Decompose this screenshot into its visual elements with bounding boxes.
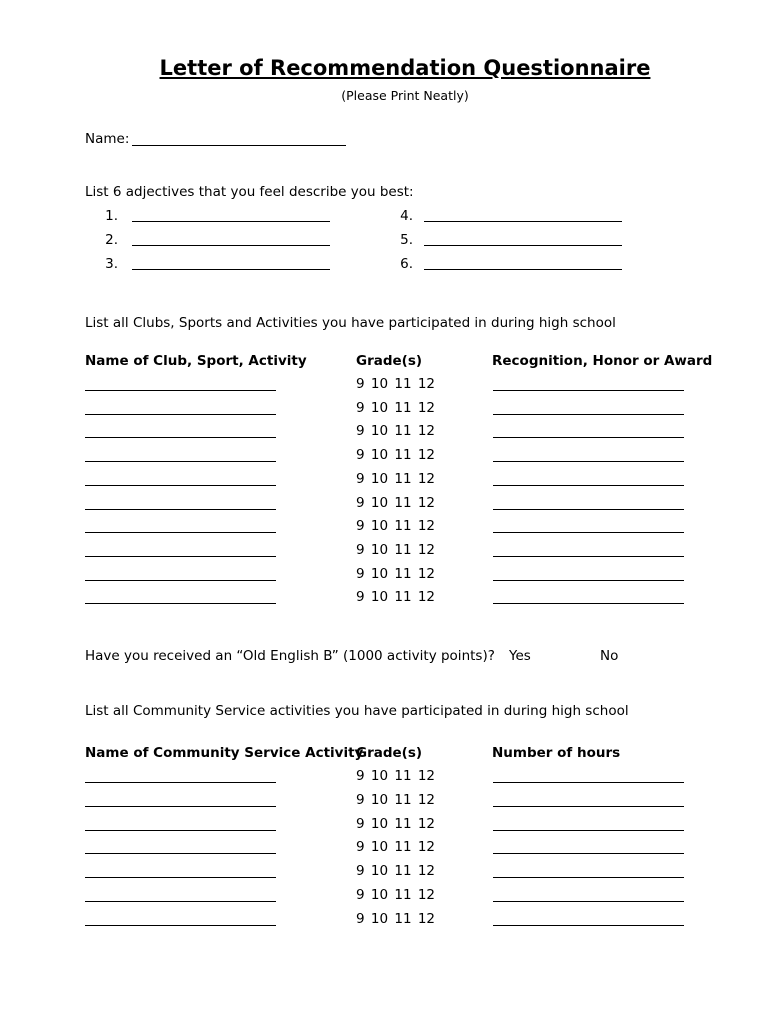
activity-grade-options[interactable]: 9 10 11 12 [356, 376, 435, 392]
no-option[interactable]: No [600, 648, 619, 664]
community-detail-field[interactable] [493, 925, 684, 926]
community-grade-options[interactable]: 9 10 11 12 [356, 768, 435, 784]
community-name-field[interactable] [85, 877, 276, 878]
community-detail-field[interactable] [493, 877, 684, 878]
adjective-field-5[interactable] [424, 245, 622, 246]
community-detail-field[interactable] [493, 901, 684, 902]
adjective-field-6[interactable] [424, 269, 622, 270]
community-col-hours: Number of hours [492, 745, 621, 761]
activity-grade-options[interactable]: 9 10 11 12 [356, 518, 435, 535]
page-title: Letter of Recommendation Questionnaire [159, 56, 651, 80]
community-name-field[interactable] [85, 806, 276, 807]
community-grade-options[interactable]: 9 10 11 12 [356, 815, 435, 832]
adjectives-prompt: List 6 adjectives that you feel describe you best: [85, 184, 414, 200]
name-label: Name: [85, 131, 130, 147]
community-col-name: Name of Community Service Activity [85, 745, 364, 761]
community-detail-field[interactable] [493, 830, 684, 831]
adjective-field-1[interactable] [132, 221, 330, 222]
community-detail-field[interactable] [493, 806, 684, 807]
activity-detail-field[interactable] [493, 390, 684, 391]
activity-name-field[interactable] [85, 532, 276, 533]
community-grade-options[interactable]: 9 10 11 12 [356, 791, 435, 808]
community-name-field[interactable] [85, 853, 276, 854]
adjective-number: 5. [400, 232, 413, 248]
activity-grade-options[interactable]: 9 10 11 12 [356, 494, 435, 511]
activity-name-field[interactable] [85, 603, 276, 604]
activity-detail-field[interactable] [493, 603, 684, 604]
activity-name-field[interactable] [85, 509, 276, 510]
community-name-field[interactable] [85, 925, 276, 926]
adjective-number: 3. [105, 256, 118, 272]
activity-name-field[interactable] [85, 390, 276, 391]
activity-name-field[interactable] [85, 437, 276, 438]
community-grade-options[interactable]: 9 10 11 12 [356, 887, 435, 903]
adjective-field-4[interactable] [424, 221, 622, 222]
adjective-number: 2. [105, 232, 118, 248]
community-grade-options[interactable]: 9 10 11 12 [356, 910, 435, 927]
activity-name-field[interactable] [85, 580, 276, 581]
activity-detail-field[interactable] [493, 580, 684, 581]
activity-grade-options[interactable]: 9 10 11 12 [356, 565, 435, 582]
community-col-grades: Grade(s) [356, 745, 423, 761]
activity-grade-options[interactable]: 9 10 11 12 [356, 423, 435, 440]
yes-option[interactable]: Yes [509, 648, 531, 664]
activity-detail-field[interactable] [493, 532, 684, 533]
activity-grade-options[interactable]: 9 10 11 12 [356, 399, 435, 416]
adjective-field-2[interactable] [132, 245, 330, 246]
activity-grade-options[interactable]: 9 10 11 12 [356, 589, 435, 606]
activity-name-field[interactable] [85, 485, 276, 486]
name-field[interactable] [132, 145, 346, 146]
activity-name-field[interactable] [85, 556, 276, 557]
community-detail-field[interactable] [493, 782, 684, 783]
community-grade-options[interactable]: 9 10 11 12 [356, 839, 435, 856]
community-name-field[interactable] [85, 782, 276, 783]
community-detail-field[interactable] [493, 853, 684, 854]
activity-detail-field[interactable] [493, 461, 684, 462]
old-english-question: Have you received an “Old English B” (1000 activity points)? [85, 648, 495, 664]
adjective-number: 1. [105, 208, 118, 224]
activity-detail-field[interactable] [493, 437, 684, 438]
activity-name-field[interactable] [85, 461, 276, 462]
adjective-number: 6. [400, 256, 413, 272]
activities-col-grades: Grade(s) [356, 353, 423, 369]
adjective-field-3[interactable] [132, 269, 330, 270]
community-name-field[interactable] [85, 901, 276, 902]
activities-prompt: List all Clubs, Sports and Activities you have participated in during high school [85, 315, 616, 331]
activity-grade-options[interactable]: 9 10 11 12 [356, 470, 435, 487]
community-name-field[interactable] [85, 830, 276, 831]
activity-grade-options[interactable]: 9 10 11 12 [356, 447, 435, 464]
community-grade-options[interactable]: 9 10 11 12 [356, 863, 435, 880]
activity-detail-field[interactable] [493, 414, 684, 415]
activity-name-field[interactable] [85, 414, 276, 415]
activity-detail-field[interactable] [493, 509, 684, 510]
activity-grade-options[interactable]: 9 10 11 12 [356, 541, 435, 558]
adjective-number: 4. [400, 208, 413, 224]
activity-detail-field[interactable] [493, 556, 684, 557]
community-prompt: List all Community Service activities you have participated in during high school [85, 703, 629, 719]
page-subtitle: (Please Print Neatly) [341, 88, 469, 103]
activities-col-name: Name of Club, Sport, Activity [85, 353, 307, 369]
activities-col-recognition: Recognition, Honor or Award [492, 353, 713, 369]
activity-detail-field[interactable] [493, 485, 684, 486]
